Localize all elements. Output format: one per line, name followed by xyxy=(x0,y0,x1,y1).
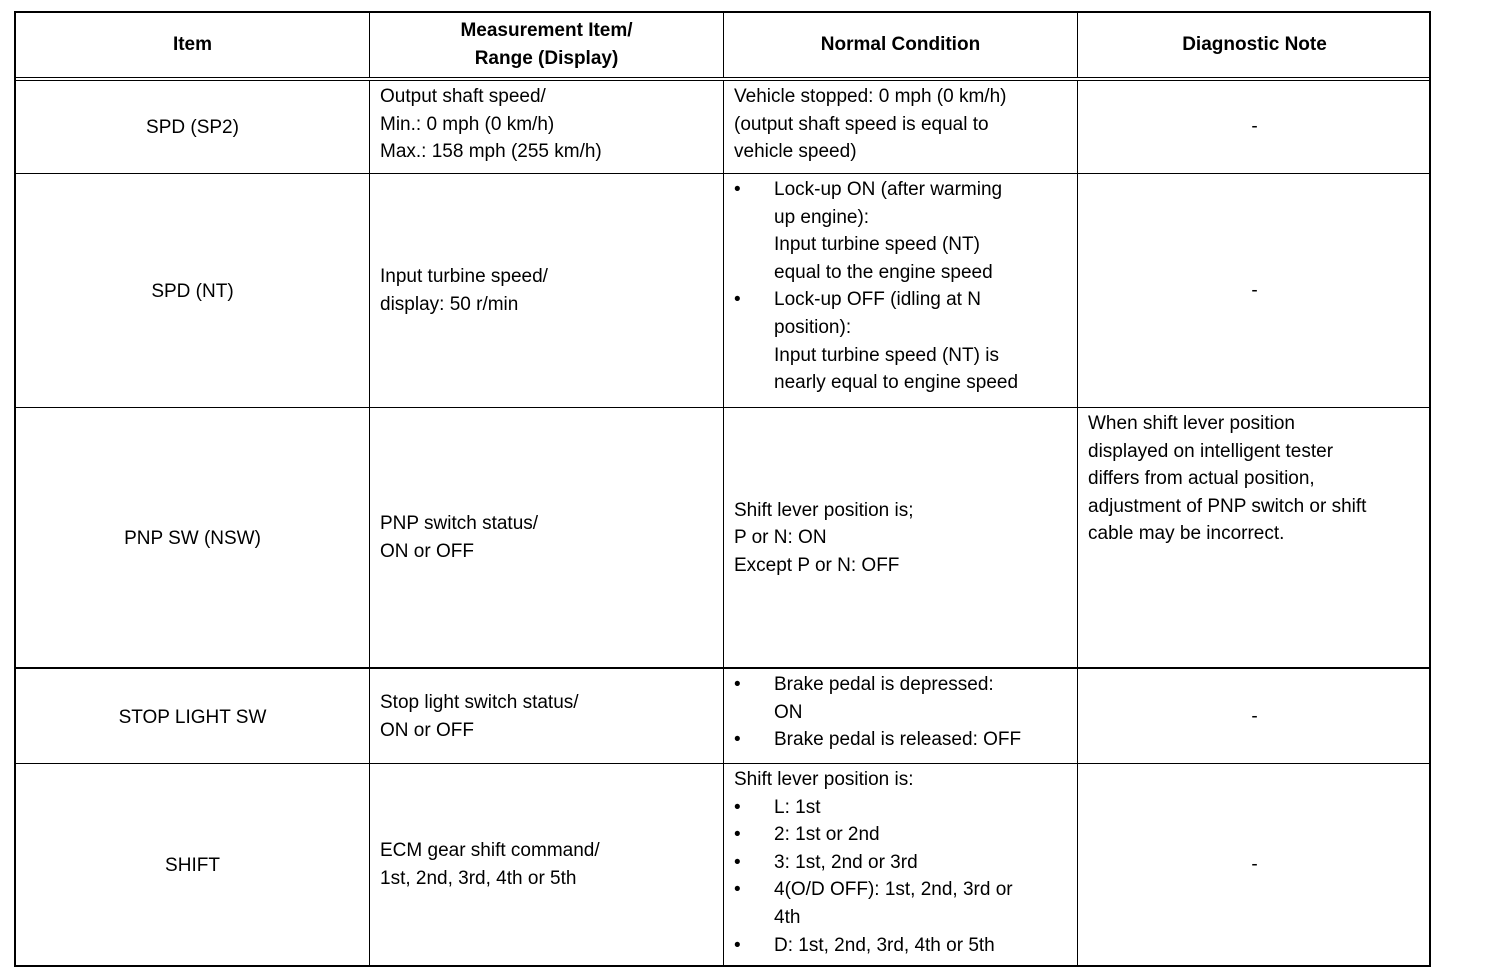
table-row xyxy=(16,763,1429,966)
bullet-item xyxy=(734,176,1067,286)
text-line: displayed on intelligent tester xyxy=(1088,440,1334,462)
bullet-icon: • xyxy=(734,289,741,311)
item-cell: STOP LIGHT SW xyxy=(118,707,267,729)
diagnostic-note-cell xyxy=(1077,408,1431,668)
text-line: 4th xyxy=(774,906,801,928)
text-line: Input turbine speed/ xyxy=(380,266,548,288)
text-line: Brake pedal is released: OFF xyxy=(774,729,1022,751)
text-line: Lock-up OFF (idling at N xyxy=(774,289,981,311)
measurement-cell xyxy=(369,764,723,966)
item-cell: PNP SW (NSW) xyxy=(124,528,261,550)
diagnostic-note-cell: - xyxy=(1077,174,1431,408)
text-line: L: 1st xyxy=(774,796,821,818)
header-measurement xyxy=(369,13,723,77)
text-line: differs from actual position, xyxy=(1088,468,1315,490)
text-line: ON xyxy=(774,701,803,723)
text-line: 4(O/D OFF): 1st, 2nd, 3rd or xyxy=(774,879,1013,901)
text-line: position): xyxy=(774,316,852,338)
text-line: Brake pedal is depressed: xyxy=(774,674,994,695)
table-row xyxy=(16,407,1429,668)
measurement-cell xyxy=(369,669,723,765)
text-line: 2: 1st or 2nd xyxy=(774,824,880,846)
header-item: Item xyxy=(172,34,213,55)
header-diagnostic-note: Diagnostic Note xyxy=(1077,13,1431,77)
bullet-item xyxy=(734,876,1067,931)
text-line: Max.: 158 mph (255 km/h) xyxy=(380,141,602,163)
text-line: ON or OFF xyxy=(380,541,474,562)
text-line: PNP switch status/ xyxy=(380,513,539,535)
normal-condition-cell xyxy=(723,174,1077,408)
data-list-table xyxy=(14,11,1431,967)
text-line: Input turbine speed (NT) is xyxy=(774,344,999,366)
normal-condition-cell xyxy=(723,408,1077,668)
table-row xyxy=(16,667,1429,765)
item-cell: SHIFT xyxy=(165,855,220,877)
text-line: P or N: ON xyxy=(734,527,827,549)
bullet-icon: • xyxy=(734,824,741,846)
table-row xyxy=(16,173,1429,408)
text-line: Shift lever position is: xyxy=(734,769,914,790)
bullet-icon: • xyxy=(734,934,741,956)
header-measurement-line1: Measurement Item/ xyxy=(460,20,633,41)
normal-condition-cell xyxy=(723,764,1077,966)
text-line: cable may be incorrect. xyxy=(1088,523,1285,545)
text-line: 3: 1st, 2nd or 3rd xyxy=(774,851,918,873)
text-line: 1st, 2nd, 3rd, 4th or 5th xyxy=(380,868,577,889)
text-line: nearly equal to engine speed xyxy=(774,372,1019,394)
bullet-item xyxy=(734,726,1067,754)
text-line: Lock-up ON (after warming xyxy=(774,179,1003,200)
diagnostic-note-cell: - xyxy=(1077,669,1431,765)
item-cell: SPD (NT) xyxy=(151,281,234,303)
bullet-item xyxy=(734,932,1067,960)
header-normal-condition: Normal Condition xyxy=(723,13,1077,77)
bullet-item xyxy=(734,849,1067,877)
measurement-cell xyxy=(369,81,723,173)
text-line: D: 1st, 2nd, 3rd, 4th or 5th xyxy=(774,934,995,956)
measurement-cell xyxy=(369,408,723,668)
normal-condition-cell xyxy=(723,669,1077,765)
bullet-icon: • xyxy=(734,851,741,873)
text-line: Vehicle stopped: 0 mph (0 km/h) xyxy=(734,86,1007,107)
bullet-icon: • xyxy=(734,179,741,200)
bullet-icon: • xyxy=(734,796,741,818)
diagnostic-note-cell: - xyxy=(1077,81,1431,173)
bullet-icon: • xyxy=(734,729,741,751)
bullet-item xyxy=(734,794,1067,822)
text-line: Stop light switch status/ xyxy=(380,692,579,714)
text-line: display: 50 r/min xyxy=(380,294,519,315)
normal-condition-cell xyxy=(723,81,1077,173)
text-line: Except P or N: OFF xyxy=(734,554,900,576)
text-line: ON or OFF xyxy=(380,720,474,741)
text-line: vehicle speed) xyxy=(734,141,857,163)
bullet-item xyxy=(734,286,1067,396)
item-cell: SPD (SP2) xyxy=(146,117,239,139)
table-header-row xyxy=(16,13,1429,77)
text-line: Output shaft speed/ xyxy=(380,86,546,107)
text-line: adjustment of PNP switch or shift xyxy=(1088,495,1367,517)
bullet-item xyxy=(734,821,1067,849)
measurement-cell xyxy=(369,174,723,408)
text-line: When shift lever position xyxy=(1088,413,1295,434)
bullet-icon: • xyxy=(734,674,741,695)
text-line: up engine): xyxy=(774,206,870,228)
text-line: Input turbine speed (NT) xyxy=(774,234,980,256)
text-line: Min.: 0 mph (0 km/h) xyxy=(380,113,555,135)
text-line: equal to the engine speed xyxy=(774,261,993,283)
text-line: ECM gear shift command/ xyxy=(380,840,600,862)
bullet-icon: • xyxy=(734,879,741,901)
bullet-item xyxy=(734,671,1067,726)
diagnostic-note-cell: - xyxy=(1077,764,1431,966)
table-row xyxy=(16,77,1429,173)
text-line: (output shaft speed is equal to xyxy=(734,113,989,135)
header-measurement-line2: Range (Display) xyxy=(474,48,619,69)
text-line: Shift lever position is; xyxy=(734,499,914,521)
